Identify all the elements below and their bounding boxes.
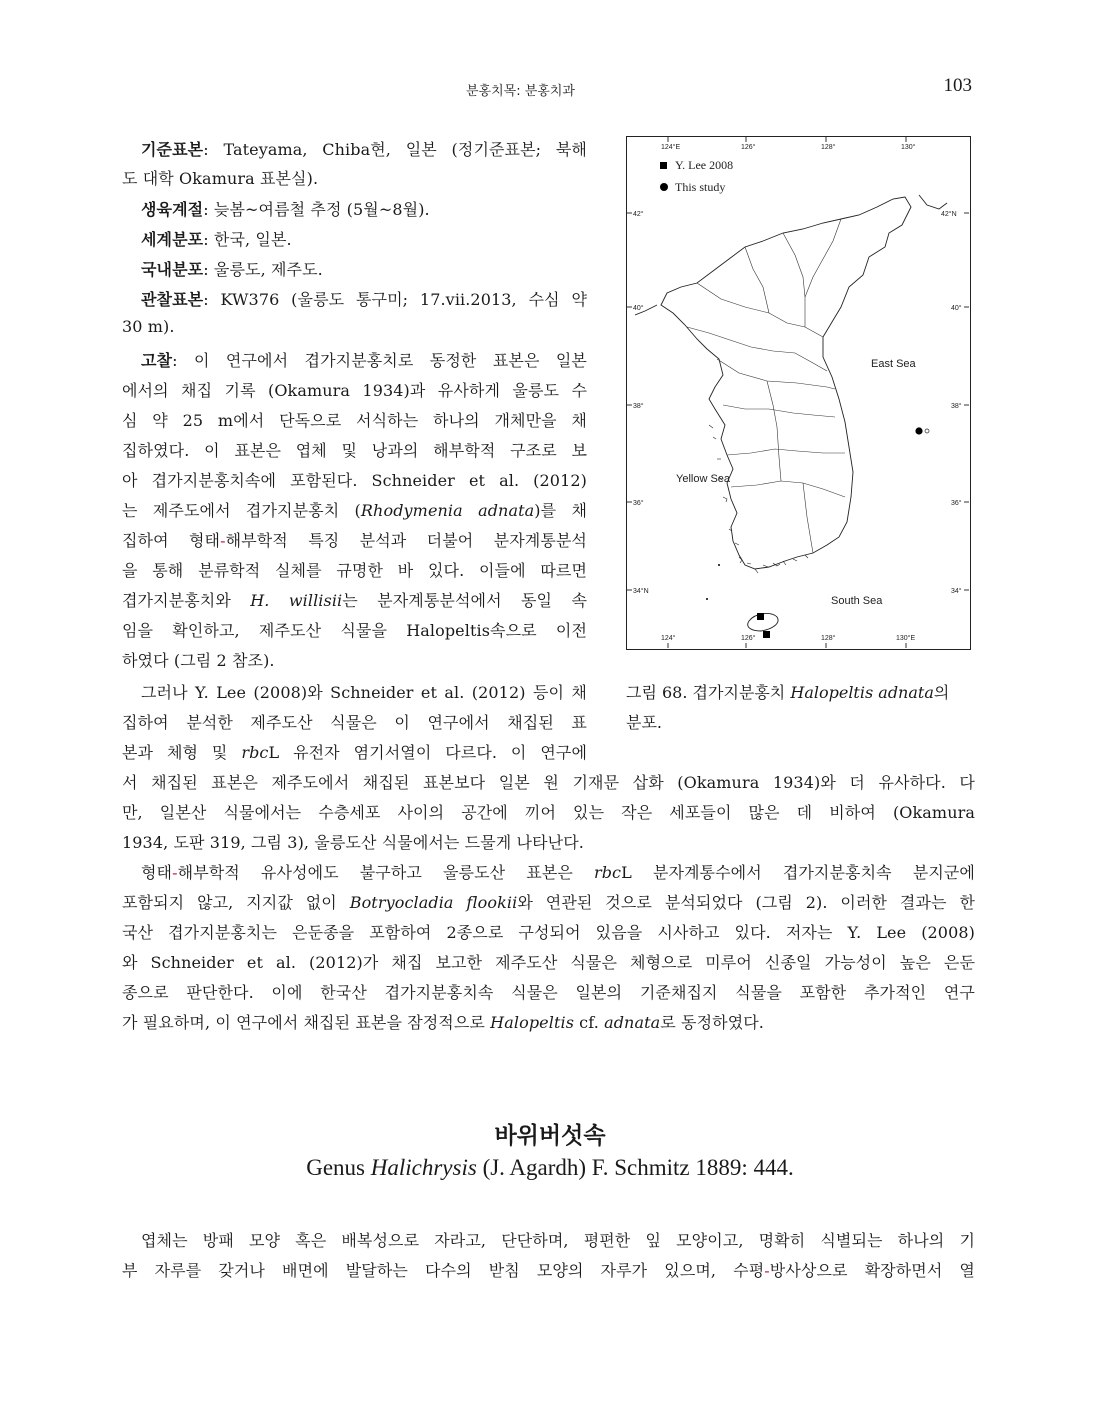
genus-desc-line-2 [122, 1258, 975, 1281]
legend-label-lee: Y. Lee 2008 [675, 158, 734, 172]
observed-text: : KW376 (울릉도 통구미; 17.vii.2013, 수심 약 [203, 290, 587, 309]
ulleungdo-island [925, 429, 929, 433]
para3-text-1a: 형태 [141, 863, 173, 882]
figure-caption-suffix: 의 [933, 683, 950, 702]
korea-map-svg [627, 137, 969, 648]
left-lat-label-2: 40° [633, 305, 644, 312]
observed-line [122, 287, 587, 310]
species-name-rhodymenia: Rhodymenia adnata [360, 501, 535, 520]
para2-line-3 [122, 740, 587, 763]
genus-heading-prefix: Genus [306, 1155, 371, 1180]
para2-text-3a: 본과 체형 및 [122, 743, 242, 762]
season-text: : 늦봄~여름철 추정 (5월~8월). [203, 200, 430, 219]
observed-label: 관찰표본 [141, 290, 204, 309]
figure-caption-species: Halopeltis adnata [790, 683, 934, 702]
hyphen-mark: - [764, 1261, 770, 1280]
figure-caption-line-2: 분포. [626, 713, 662, 732]
discussion-text-6b: )를 채 [534, 501, 588, 520]
species-name-botryocladia: Botryocladia flookii [349, 893, 518, 912]
ulleungdo-record-icon [915, 427, 922, 434]
bottom-lon-label-1: 124° [661, 635, 676, 642]
discussion-text-7a: 집하여 형태 [122, 531, 221, 550]
map-legend [660, 158, 733, 194]
para3-text-1b: 해부학적 유사성에도 불구하고 울릉도산 표본은 [177, 863, 594, 882]
lee-record-icon-2 [763, 631, 770, 638]
para3-text-6b: cf. [574, 1013, 605, 1032]
type-specimen-line [122, 137, 587, 160]
discussion-line-3: 심 약 25 m에서 단독으로 서식하는 하나의 개체만을 채 [122, 411, 587, 430]
discussion-line-1 [122, 348, 587, 371]
para2-line-5: 만, 일본산 식물에서는 수층세포 사이의 공간에 끼어 있는 작은 세포들이 많은 데 비하여 (Okamura [122, 803, 975, 822]
para3-line-4: 와 Schneider et al. (2012)가 채집 보고한 제주도산 식물은 체형으로 미루어 신종일 가능성이 높은 은둔 [122, 953, 975, 972]
discussion-line-10: 임을 확인하고, 제주도산 식물을 Halopeltis속으로 이전 [122, 621, 587, 640]
season-line [122, 197, 587, 220]
peninsula-outline [635, 195, 947, 569]
world-dist-line [122, 227, 587, 250]
discussion-line-8: 을 통해 분류학적 실체를 규명한 바 있다. 이들에 따르면 [122, 561, 587, 580]
bottom-lon-label-2: 126° [741, 635, 756, 642]
species-name-willisii: H. willisii [250, 591, 343, 610]
discussion-text-1: : 이 연구에서 겹가지분홍치로 동정한 표본은 일본 [172, 351, 587, 370]
genus-desc-text-2b: 방사상으로 확장하면서 열 [769, 1261, 975, 1280]
right-lat-label-5: 34° [951, 588, 962, 595]
genus-name-halichrysis: Halichrysis [370, 1155, 477, 1180]
discussion-line-6 [122, 498, 587, 521]
legend-label-this-study: This study [675, 180, 726, 194]
figure-caption-prefix: 그림 68. 겹가지분홍치 [626, 683, 791, 702]
page-number: 103 [943, 75, 972, 96]
province-boundaries [687, 219, 845, 553]
sea-label-yellow: Yellow Sea [676, 473, 731, 485]
para3-text-6a: 가 필요하며, 이 연구에서 채집된 표본을 잠정적으로 [122, 1013, 491, 1032]
circle-marker-icon [660, 183, 668, 191]
korea-dist-line [122, 257, 587, 280]
genus-desc-line-1: 엽체는 방패 모양 혹은 배복성으로 자라고, 단단하며, 평편한 잎 모양이고, 명확히 식별되는 하나의 기 [141, 1231, 975, 1250]
para2-line-4: 서 채집된 표본은 제주도에서 채집된 표본보다 일본 원 기재문 삽화 (Okamura 1934)와 더 유사하다. 다 [122, 773, 975, 792]
gene-name-rbc: rbc [593, 863, 622, 882]
left-lat-label-3: 38° [633, 403, 644, 410]
world-dist-text: : 한국, 일본. [203, 230, 292, 249]
top-lon-label-1: 124°E [661, 144, 681, 151]
genus-name-halopeltis: Halopeltis [490, 1013, 574, 1032]
discussion-line-7 [122, 528, 587, 551]
left-lat-label-5: 34°N [633, 588, 649, 595]
para3-line-3: 국산 겹가지분홍치는 은둔종을 포함하여 2종으로 구성되어 있음을 시사하고 있다. 저자는 Y. Lee (2008) [122, 923, 975, 942]
para3-text-6c: 로 동정하였다. [660, 1013, 764, 1032]
running-header-title: 분홍치목: 분홍치과 [466, 84, 575, 99]
top-lon-label-4: 130° [901, 144, 916, 151]
top-lon-label-2: 126° [741, 144, 756, 151]
discussion-text-6a: 는 제주도에서 겹가지분홍치 ( [122, 501, 361, 520]
left-lat-label-4: 36° [633, 500, 644, 507]
islet-dot [718, 564, 720, 566]
type-specimen-text: : Tateyama, Chiba현, 일본 (정기준표본; 북해 [203, 140, 587, 159]
discussion-text-9b: 는 분자계통분석에서 동일 속 [342, 591, 588, 610]
genus-heading-korean: 바위버섯속 [494, 1122, 606, 1149]
korea-dist-text: : 울릉도, 제주도. [203, 260, 323, 279]
para3-line-6 [122, 1010, 975, 1033]
graticule-ticks [627, 137, 969, 648]
genus-heading-latin [0, 1155, 1100, 1181]
sea-label-south: South Sea [831, 595, 883, 607]
genus-heading-authority: (J. Agardh) F. Schmitz 1889: 444. [476, 1155, 794, 1180]
right-lat-label-4: 36° [951, 500, 962, 507]
lee-record-icon-1 [757, 613, 764, 620]
discussion-line-2: 에서의 채집 기록 (Okamura 1934)과 유사하게 울릉도 수 [122, 381, 587, 400]
para3-line-5: 종으로 판단한다. 이에 한국산 겹가지분홍치속 식물은 일본의 기준채집지 식물을 포함한 추가적인 연구 [122, 983, 975, 1002]
para3-line-2 [122, 890, 975, 913]
para3-text-2a: 포함되지 않고, 지지값 없이 [122, 893, 350, 912]
discussion-label: 고찰 [141, 351, 173, 370]
top-lon-label-3: 128° [821, 144, 836, 151]
observed-line-2: 30 m). [122, 317, 175, 336]
type-specimen-label: 기준표본 [141, 140, 204, 159]
right-lat-label-3: 38° [951, 403, 962, 410]
gene-name-rbc: rbc [241, 743, 269, 762]
left-lat-label-1: 42° [633, 211, 644, 218]
square-marker-icon [660, 162, 667, 169]
season-label: 생육계절 [141, 200, 204, 219]
discussion-line-5: 아 겹가지분홍치속에 포함된다. Schneider et al. (2012) [122, 471, 587, 490]
discussion-text-7b: 해부학적 특징 분석과 더불어 분자계통분석 [225, 531, 587, 550]
korea-dist-label: 국내분포 [141, 260, 204, 279]
bottom-lon-label-4: 130°E [896, 635, 916, 642]
para3-line-1 [122, 860, 975, 883]
bottom-lon-label-3: 128° [821, 635, 836, 642]
species-epithet-adnata: adnata [604, 1013, 661, 1032]
hyphen-mark: - [172, 863, 178, 882]
right-lat-label-1: 42°N [941, 211, 957, 218]
hyphen-mark: - [220, 531, 226, 550]
type-specimen-line-2: 도 대학 Okamura 표본실). [122, 169, 319, 188]
genus-desc-text-2a: 부 자루를 갖거나 배면에 발달하는 다수의 받침 모양의 자루가 있으며, 수평 [122, 1261, 765, 1280]
discussion-text-9a: 겹가지분홍치와 [122, 591, 251, 610]
para3-text-2b: 와 연관된 것으로 분석되었다 (그림 2). 이러한 결과는 한 [517, 893, 976, 912]
para2-line-6: 1934, 도판 319, 그림 3), 울릉도산 식물에서는 드물게 나타난다. [122, 833, 584, 852]
para2-line-1: 그러나 Y. Lee (2008)와 Schneider et al. (2012) 등이 채 [141, 683, 587, 702]
right-lat-label-2: 40° [951, 305, 962, 312]
discussion-line-11: 하였다 (그림 2 참조). [122, 651, 275, 670]
discussion-line-9 [122, 588, 587, 611]
running-header [0, 75, 1100, 99]
para2-text-3b: L 유전자 염기서열이 다르다. 이 연구에 [268, 743, 588, 762]
sea-label-east: East Sea [871, 358, 916, 370]
discussion-line-4: 집하였다. 이 표본은 엽체 및 낭과의 해부학적 구조로 보 [122, 441, 587, 460]
islet-dot [706, 598, 708, 600]
distribution-map [626, 136, 971, 650]
figure-caption-line-1 [626, 680, 949, 703]
para2-line-2: 집하여 분석한 제주도산 식물은 이 연구에서 채집된 표 [122, 713, 587, 732]
world-dist-label: 세계분포 [141, 230, 204, 249]
para3-text-1c: L 분자계통수에서 겹가지분홍치속 분지군에 [621, 863, 975, 882]
